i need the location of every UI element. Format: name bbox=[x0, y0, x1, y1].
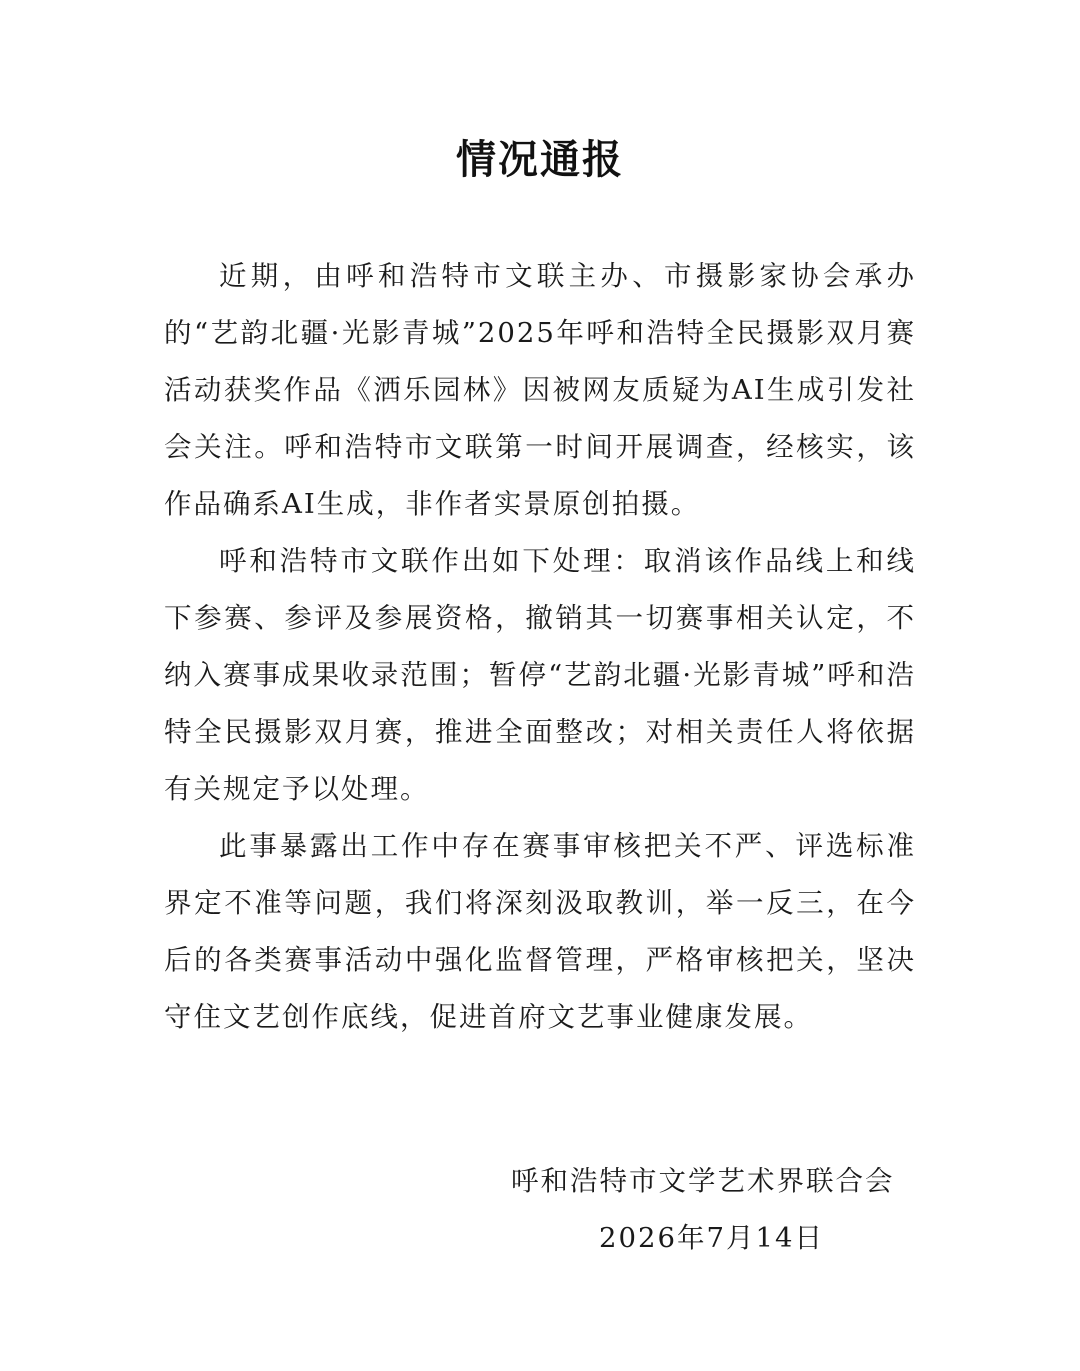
notice-body bbox=[164, 248, 916, 1046]
paragraph-incident: 近期，由呼和浩特市文联主办、市摄影家协会承办的“艺韵北疆·光影青城”2025年呼和浩特全民摄影双月赛活动获奖作品《洒乐园林》因被网友质疑为AI生成引发社会关注。呼和浩特市文联第一时间开展调查，经核实，该作品确系AI生成，非作者实景原创拍摄。 bbox=[164, 260, 916, 520]
issue-date: 2026年7月14日 bbox=[599, 1222, 824, 1254]
paragraph-lessons: 此事暴露出工作中存在赛事审核把关不严、评选标准界定不准等问题，我们将深刻汲取教训，举一反三，在今后的各类赛事活动中强化监督管理，严格审核把关，坚决守住文艺创作底线，促进首府文艺事业健康发展。 bbox=[164, 830, 916, 1033]
issuer-name: 呼和浩特市文学艺术界联合会 bbox=[511, 1165, 895, 1197]
notice-title: 情况通报 bbox=[456, 137, 624, 183]
paragraph-measures: 呼和浩特市文联作出如下处理：取消该作品线上和线下参赛、参评及参展资格，撤销其一切赛事相关认定，不纳入赛事成果收录范围；暂停“艺韵北疆·光影青城”呼和浩特全民摄影双月赛，推进全面整改；对相关责任人将依据有关规定予以处理。 bbox=[164, 545, 916, 805]
